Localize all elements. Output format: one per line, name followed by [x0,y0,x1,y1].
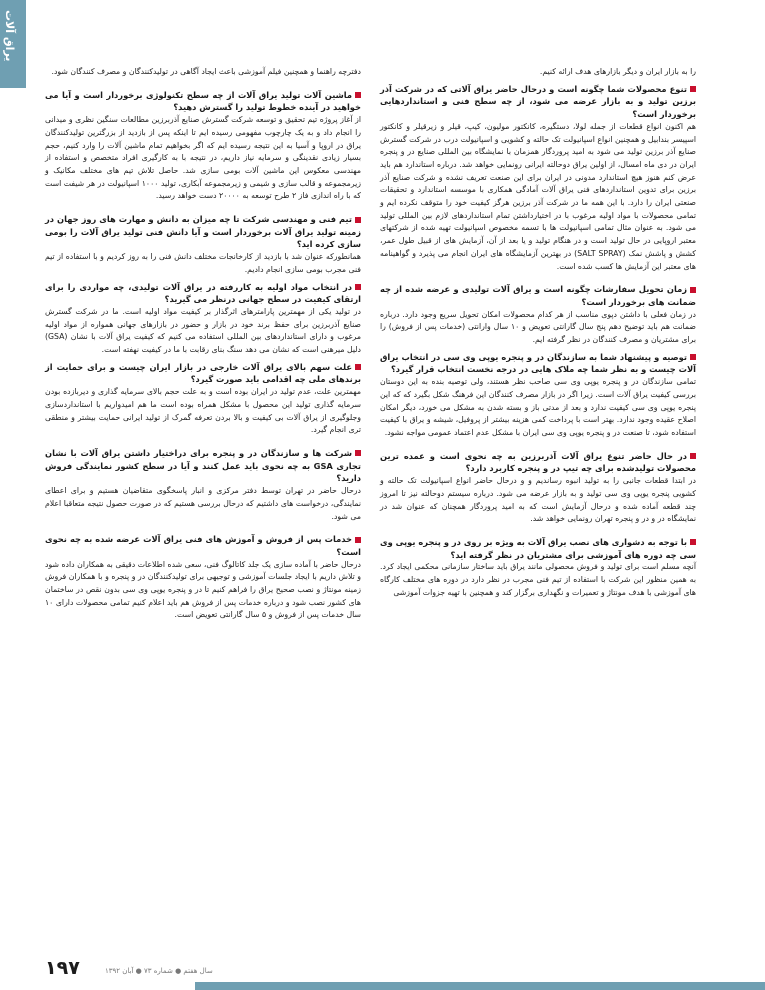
square-bullet-icon [355,450,361,456]
question-text: تیم فنی و مهندسی شرکت تا چه میزان به دانش و مهارت های روز جهان در زمینه تولید یراق آلات برخوردار است و آیا دانش فنی تولید یراق آلات را بومی سازی کرده اید؟ [45,214,361,250]
answer-paragraph: آنچه مسلم است برای تولید و فروش محصولی مانند یراق باید ساختار سازمانی محکمی ایجاد کرد. به همین منظور این شرکت با استفاده از تیم فنی مجرب در نظر دارد در دوره های مختلف کارگاه های آموزشی با هدف مونتاژ و تعمیرات و نگهداری برگزار کند و همچنین با تهیه جزوات آموزشی [380,562,696,597]
square-bullet-icon [355,364,361,370]
question-heading [45,213,361,251]
question-heading [45,361,361,386]
question-heading [380,283,696,308]
question-heading [380,351,696,376]
question-text: با توجه به دشواری های نصب یراق آلات به ویژه بر روی در و پنجره یوپی وی سی چه دوره های آموزشی برای مشتریان در نظر گرفته اید؟ [380,536,696,560]
question-text: خدمات پس از فروش و آموزش های فنی یراق آلات عرضه شده به چه نحوی است؟ [45,534,361,557]
question-text: تنوع محصولات شما چگونه است و درحال حاضر یراق آلاتی که در شرکت آذر برزین تولید و به بازار عرضه می شود، از چه سطح فنی و استانداردهایی برخوردار است؟ [380,83,696,120]
question-heading [380,536,696,561]
square-bullet-icon [690,86,696,92]
page-number: ۱۹۷ [45,957,80,979]
question-heading [380,83,696,121]
answer-paragraph: در تولید یکی از مهمترین پارامترهای اثرگذار بر کیفیت مواد اولیه است. ما در شرکت گسترش صنایع آذربرزین برای حفظ برند خود در بازار و حضور در بازارهای جهانی همواره از مواد اولیه مرغوب و دارای استانداردهای بین المللی استفاده می کنیم که کیفیت یراق آلات با نشان (GSA) دلیل میرهنی است که نشان می دهد سنگ بنای رقابت با ما در کیفیت نهفته است. [45,306,361,355]
question-heading [45,447,361,485]
issue-info: سال هفتم ● شماره ۷۳ ● آبان ۱۳۹۲ [105,967,213,975]
square-bullet-icon [355,537,361,543]
answer-paragraph: هم اکنون انواع قطعات از جمله لولا، دستگیره، کانکتور مولیون، کیپ، قیلر و زیرقیلر و کانکتور اسپیسر بندابیل و همچنین انواع اسپانیولت تک حالته و کشویی و اسپانیولت درب در شرکت گسترش صنایع آذر برزین تولید می شود به امید پروردگار همزمان با نمایشگاه بین المللی صنایع در و پنجره ایران در دی ماه امسال، از اولین یراق دوحالته ایرانی رونمایی خواهد شد. درباره استاندارد هم باید عرض کنم هنوز هیچ استاندارد مدونی در ایران برای این صنعت تعریف نشده و شرکت صنایع آذر برزین برای تدوین استانداردهای فنی یراق آلات آمادگی همکاری با موسسه استاندارد و تحقیقات صنعتی ایران را دارد. با این همه ما در شرکت آذر برزین هرگز کیفیت خود را متوقف نکرده ایم و تمامی محصولات با مواد اولیه مرغوب با در اختیارداشتن تمام استانداردهای لازم بین المللی تولید می شود. به عنوان مثال تمامی اسپانیولت ها با تسمه مخصوص اسپانیولت تهیه شده از شرکتهای معتبر اروپایی در حال تولید است و در هنگام تولید و یا بعد از آن، آزمایش های از قبیل طول عمر، کشش و پاشش نمک (SALT SPRAY) در بهترین آزمایشگاه های ایران انجام می پذیرد و گواهینامه های معتبر این آزمایش ها کسب شده است. [380,121,696,271]
question-text: در حال حاضر تنوع یراق آلات آذربرزین به چه نحوی است و عمده ترین محصولات تولیدشده برای چه تیپ در و پنجره کاربرد دارد؟ [380,450,696,474]
question-heading [380,450,696,475]
answer-paragraph: در زمان فعلی با داشتن دپوی مناسب از هر کدام محصولات امکان تحویل سریع وجود دارد. درباره ضمانت هم باید توضیح دهم پنج سال گارانتی تعویض و ۱۰ سال وارانتی (خدمات پس از فروش) را برای مشتریان و مصرف کنندگان در نظر گرفته ایم. [380,309,696,345]
answer-paragraph: درحال حاضر با آماده سازی یک جلد کاتالوگ فنی، سعی شده اطلاعات دقیقی به همکاران داده شود و تلاش داریم با ایجاد جلسات آموزشی و توجیهی برای تولیدکنندگان در و پنجره و با همکاران فروش زمینه مونتاژ و نصب صحیح یراق را فراهم کنیم تا در و پنجره یوپی وی سی بدون نقص در ساختمان های کشور نصب شود و درباره خدمات پس از فروش هم باید اعلام کنیم تمامی محصولات دارای ۱۰ سال خدمات پس از فروش و ۵ سال گارانتی تعویض است. [45,559,361,620]
section-tab [0,0,26,88]
left-column [45,66,361,623]
question-text: شرکت ها و سازندگان در و پنجره برای دراختیار داشتن یراق آلات با نشان تجاری GSA به چه نحوی باید عمل کنند و آیا در سطح کشور نمایندگی فروش دارید؟ [45,447,362,484]
answer-paragraph: از آغاز پروژه تیم تحقیق و توسعه شرکت گسترش صنایع آذربرزین مطالعات سنگین نظری و میدانی را انجام داد و به یک چارچوب مفهومی رسیده ایم تا اینکه پس از بازدید از بزرگترین تولیدکنندگان یراق در اروپا و آسیا به این نتیجه رسیده ایم که اگر بخواهیم تمام ماشین آلات را وارد کنیم، حجم بسیار زیادی نقدینگی و سرمایه نیاز داریم، در نتیجه با به کارگیری افراد متخصص و استفاده از مهندسی معکوس این ماشین آلات بومی سازی شد. حاصل تلاش تیم های مختلف مکانیک و زیرمجموعه و قالب سازی و شیمی و زیرمجموعه آبکاری، تولید ۱۰۰۰ اسپانیولت در هر شیفت است که با راه اندازی فاز ۲ طرح توسعه به ۲۰۰۰۰ دست خواهد رسید. [45,115,361,201]
square-bullet-icon [355,217,361,223]
answer-paragraph: درحال حاضر در تهران توسط دفتر مرکزی و انبار پاسخگوی متقاضیان هستیم و برای اعطای نمایندگی، درخواست های داشتیم که درحال بررسی هستیم که در صورت حصول نتیجه متعاقبا اعلام می شود. [45,486,361,521]
square-bullet-icon [690,539,696,545]
answer-paragraph: در ابتدا قطعات جانبی را به تولید انبوه رساندیم و و درحال حاضر انواع اسپانیولت تک حالته و کشویی پنجره یوپی وی سی تولید و به بازار عرضه می شود. درباره سیستم دوحالته نیز تا امروز چند قطعه آماده شده و درحال آزمایش است که به امید پروردگار همچنان که عنوان شد در نمایشگاه در و در و پنجره تهران رونمایی خواهد شد. [380,476,696,524]
square-bullet-icon [690,287,696,293]
question-text: در انتخاب مواد اولیه به کاررفته در یراق آلات تولیدی، چه مواردی را برای ارتقای کیفیت در سطح جهانی درنظر می گیرید؟ [45,281,361,305]
square-bullet-icon [355,284,361,290]
question-text: ماشین آلات تولید یراق آلات از چه سطح تکنولوژی برخوردار است و آیا می خواهید در آینده خطوط تولید را گسترش دهید؟ [45,89,361,113]
footer-bar [195,982,765,990]
question-text: توصیه و پیشنهاد شما به سازندگان در و پنجره یوپی وی سی در انتخاب یراق آلات چیست و به نظر شما چه ملاک هایی در درجه نخست انتخاب قرار گیرد؟ [380,351,696,375]
question-heading [45,281,361,306]
square-bullet-icon [690,354,696,360]
question-text: زمان تحویل سفارشات چگونه است و یراق آلات تولیدی و عرضه شده از چه ضمانت های برخوردار است؟ [380,284,696,307]
question-heading [45,533,361,558]
answer-paragraph: دفترچه راهنما و همچنین فیلم آموزشی باعث ایجاد آگاهی در تولیدکنندگان و مصرف کنندگان شود. [51,67,361,76]
answer-paragraph: همانطورکه عنوان شد با بازدید از کارخانجات مختلف دانش فنی را به روز کردیم و با استفاده از تیم فنی مجرب بومی سازی انجام دادیم. [45,252,361,274]
answer-paragraph: را به بازار ایران و دیگر بازارهای هدف ارائه کنیم. [539,67,696,76]
square-bullet-icon [355,92,361,98]
square-bullet-icon [690,453,696,459]
answer-paragraph: تمامی سازندگان در و پنجره یوپی وی سی صاحب نظر هستند، ولی توصیه بنده به این دوستان بررسی کیفیت یراق آلات است. زیرا اگر در بازار مصرف کنندگان این فرهنگ شکل بگیرد که که این پنجره یوپی وی سی کیفیت ندارد و بعد از مدتی باز و بسته شدن به مشکل می خورد، دیگر امکان اصلاح عقیده وجود ندارد. بهتر است با پرداخت کمی هزینه بیشتر از پروفیل، شیشه و یراق با کیفیت استفاده شود، تا صنعت در و پنجره یوپی وی سی ایران با مشکل عدم اعتماد عمومی مواجه نشود. [380,377,696,437]
question-heading [45,89,361,114]
answer-paragraph: مهمترین علت، عدم تولید در ایران بوده است و به علت حجم بالای سرمایه گذاری و دیربازده بودن سرمایه گذاری تولید این محصول با مشکل همراه بوده است ما هم امیدواریم با استانداردسازی وجلوگیری از یراق آلات بی کیفیت و بالا بردن تعرفه گمرک از تولید ایرانی حمایت بیشتر و منطقی تری انجام گیرد. [45,387,361,435]
right-column [380,66,696,600]
question-text: علت سهم بالای یراق آلات خارجی در بازار ایران چیست و برای حمایت از برندهای ملی چه اقدامی باید صورت گیرد؟ [45,361,361,385]
section-tab-label: یراق آلات [3,10,16,62]
page-footer [45,957,765,990]
